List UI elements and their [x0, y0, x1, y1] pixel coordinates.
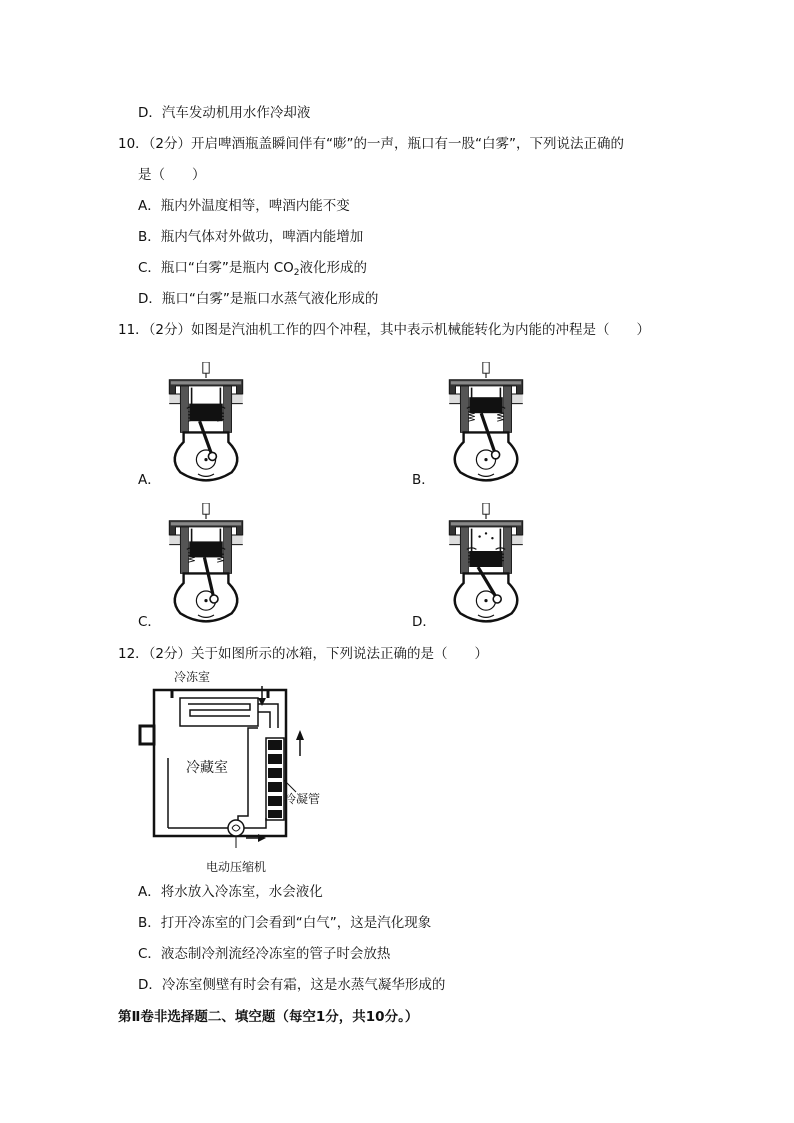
- q11-stem: 11．（2分）如图是汽油机工作的四个冲程，其中表示机械能转化为内能的冲程是（ ）: [118, 322, 651, 338]
- q10-option-c-sub: 2: [293, 268, 300, 278]
- label-condenser: 冷凝管: [284, 792, 321, 806]
- q10-option-c-pre: C．瓶口“白雾”是瓶内 CO: [138, 260, 294, 276]
- q12-option-b: B．打开冷冻室的门会看到“白气”，这是汽化现象: [138, 915, 432, 931]
- engine-figure-d: [438, 503, 534, 631]
- label-fridge: 冷藏室: [186, 760, 228, 776]
- label-compressor: 电动压缩机: [206, 860, 267, 874]
- q12-stem: 12．（2分）关于如图所示的冰箱，下列说法正确的是（ ）: [118, 646, 489, 662]
- q12-option-d: D．冷冻室侧壁有时会有霜，这是水蒸气凝华形成的: [138, 977, 446, 993]
- q12-option-a: A．将水放入冷冻室，水会液化: [138, 884, 323, 900]
- q11-label-b: B．: [412, 472, 435, 488]
- section-title: 第Ⅱ卷非选择题二、填空题（每空1分，共10分。）: [118, 1009, 419, 1025]
- q12-option-c: C．液态制冷剂流经冷冻室的管子时会放热: [138, 946, 391, 962]
- compressor: [228, 820, 244, 836]
- q11-label-d: D．: [412, 614, 436, 630]
- engine-figure-c: [158, 503, 254, 631]
- q10-option-d: D．瓶口“白雾”是瓶口水蒸气液化形成的: [138, 291, 379, 307]
- engine-figure-a: [158, 362, 254, 490]
- q10-option-b: B．瓶内气体对外做功，啤酒内能增加: [138, 229, 364, 245]
- q10-stem-line1: 10．（2分）开启啤酒瓶盖瞬间伴有“嘭”的一声，瓶口有一股“白雾”，下列说法正确的: [118, 136, 624, 152]
- door-handle: [140, 726, 154, 744]
- label-freezer: 冷冻室: [174, 670, 211, 684]
- refrigerator-diagram: [138, 668, 328, 868]
- condenser: [266, 738, 284, 820]
- q10-stem-line2: 是（ ）: [138, 167, 206, 183]
- q9-option-d: D．汽车发动机用水作冷却液: [138, 105, 311, 121]
- q11-label-c: C．: [138, 614, 161, 630]
- q10-option-c: [138, 259, 367, 282]
- q11-label-a: A．: [138, 472, 161, 488]
- engine-figure-b: [438, 362, 534, 490]
- freezer-box: [180, 698, 258, 726]
- q10-option-a: A．瓶内外温度相等，啤酒内能不变: [138, 198, 350, 214]
- q10-option-c-post: 液化形成的: [299, 260, 367, 276]
